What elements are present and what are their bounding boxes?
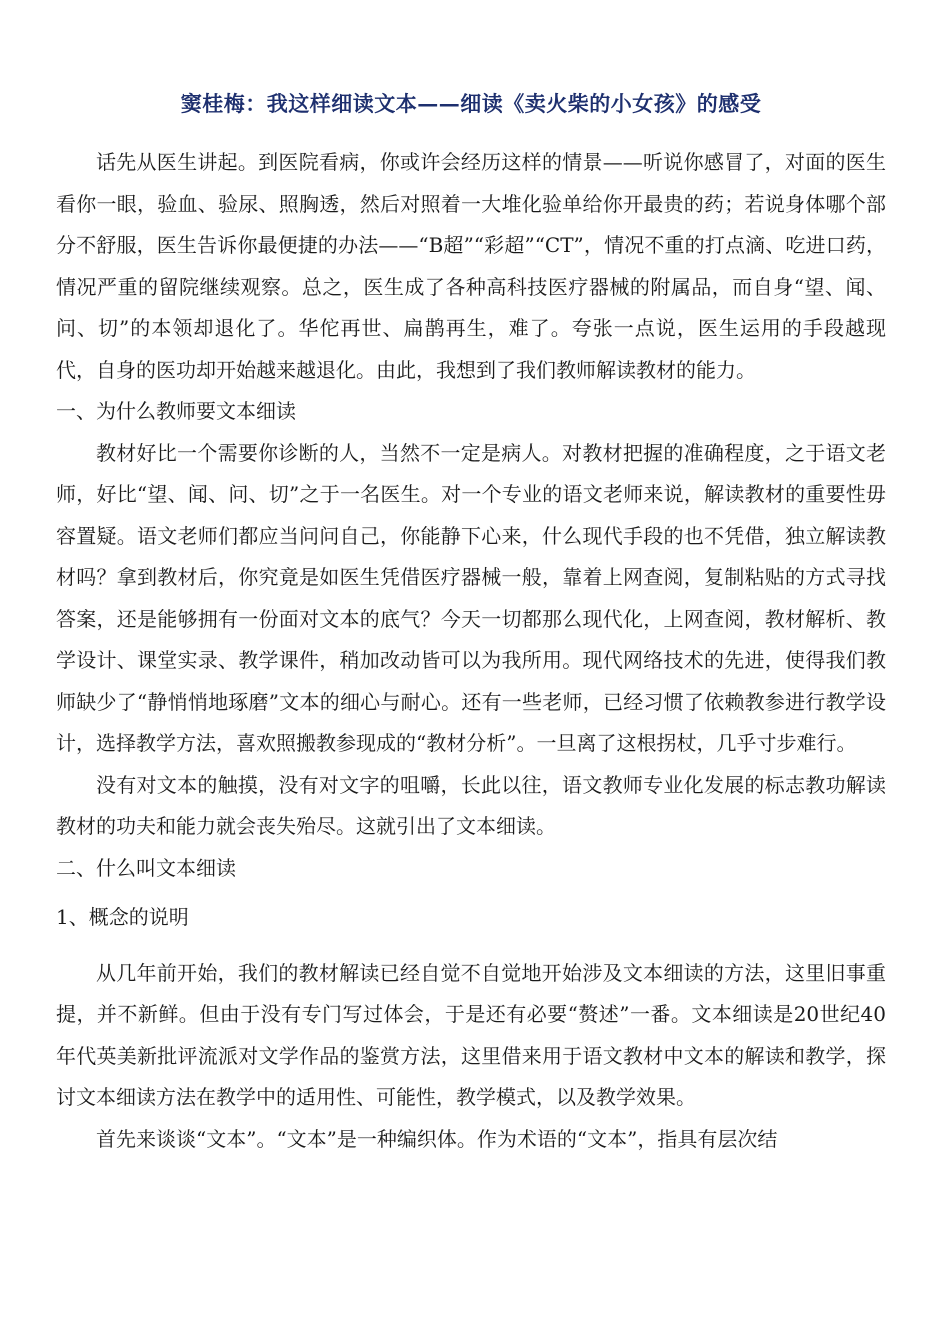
section-heading-2: 二、什么叫文本细读	[56, 855, 236, 880]
paragraph-text-definition: 首先来谈谈“文本”。“文本”是一种编织体。作为术语的“文本”，指具有层次结	[96, 1126, 778, 1151]
document-title: 窦桂梅：我这样细读文本——细读《卖火柴的小女孩》的感受	[180, 91, 762, 116]
document-page	[56, 84, 886, 1160]
spacer	[56, 889, 886, 897]
paragraph-teaching-material: 教材好比一个需要你诊断的人，当然不一定是病人。对教材把握的准确程度，之于语文老师，好比“望、闻、问、切”之于一名医生。对一个专业的语文老师来说，解读教材的重要性毋容置疑。语文老师们都应当问问自己，你能静下心来，什么现代手段的也不凭借，独立解读教材吗？拿到教材后，你究竟是如医生凭借医疗器械一般，靠着上网查阅，复制粘贴的方式寻找答案，还是能够拥有一份面对文本的底气？今天一切都那么现代化，上网查阅，教材解析、教学设计、课堂实录、教学课件，稍加改动皆可以为我所用。现代网络技术的先进，使得我们教师缺少了“静悄悄地琢磨”文本的细心与耐心。还有一些老师，已经习惯了依赖教参进行教学设计，选择教学方法，喜欢照搬教参现成的“教材分析”。一旦离了这根拐杖，几乎寸步难行。	[56, 440, 886, 755]
section-heading-1: 一、为什么教师要文本细读	[56, 399, 296, 423]
paragraph-close-reading: 从几年前开始，我们的教材解读已经自觉不自觉地开始涉及文本细读的方法，这里旧事重提，并不新鲜。但由于没有专门写过体会，于是还有必要“赘述”一番。文本细读是20世纪40年代英美新批评流派对文学作品的鉴赏方法，这里借来用于语文教材中文本的解读和教学，探讨文本细读方法在教学中的适用性、可能性，教学模式，以及教学效果。	[56, 960, 886, 1109]
subsection-heading-1: 1、概念的说明	[56, 905, 189, 929]
paragraph-text-touch: 没有对文本的触摸，没有对文字的咀嚼，长此以往，语文教师专业化发展的标志教功解读教材的功夫和能力就会丧失殆尽。这就引出了文本细读。	[56, 772, 886, 838]
spacer	[56, 939, 886, 953]
paragraph-intro: 话先从医生讲起。到医院看病，你或许会经历这样的情景——听说你感冒了，对面的医生看你一眼，验血、验尿、照胸透，然后对照着一大堆化验单给你开最贵的药；若说身体哪个部分不舒服，医生告诉你最便捷的办法——“B超”“彩超”“CT”，情况不重的打点滴、吃进口药，情况严重的留院继续观察。总之，医生成了各种高科技医疗器械的附属品，而自身“望、闻、问、切”的本领却退化了。华佗再世、扁鹊再生，难了。夸张一点说，医生运用的手段越现代，自身的医功却开始越来越退化。由此，我想到了我们教师解读教材的能力。	[56, 150, 886, 382]
